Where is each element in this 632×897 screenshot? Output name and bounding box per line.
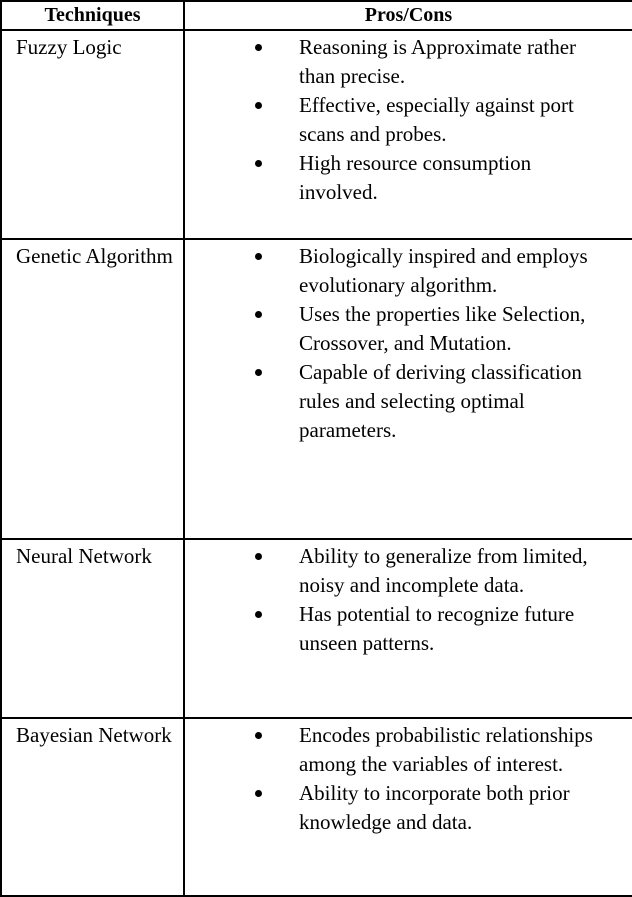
bullet-icon [255, 732, 262, 739]
points-list [185, 31, 632, 207]
list-item [185, 600, 602, 658]
header-techniques: Techniques [1, 1, 184, 30]
bullet-icon [255, 44, 262, 51]
list-item [185, 721, 602, 779]
point-text: Capable of deriving classification rules and selecting optimal parameters. [299, 360, 582, 442]
technique-name: Genetic Algorithm [1, 239, 184, 539]
table-row [1, 30, 632, 239]
header-pros-cons: Pros/Cons [184, 1, 632, 30]
technique-name: Neural Network [1, 539, 184, 718]
bullet-icon [255, 790, 262, 797]
list-item [185, 300, 602, 358]
point-text: Ability to generalize from limited, noisy and incomplete data. [299, 544, 588, 597]
point-text: Reasoning is Approximate rather than precise. [299, 35, 577, 88]
point-text: Effective, especially against port scans and probes. [299, 93, 574, 146]
points-list [185, 719, 632, 837]
table-row [1, 539, 632, 718]
list-item [185, 542, 602, 600]
point-text: Ability to incorporate both prior knowledge and data. [299, 781, 570, 834]
bullet-icon [255, 311, 262, 318]
point-text: High resource consumption involved. [299, 151, 532, 204]
point-text: Biologically inspired and employs evolutionary algorithm. [299, 244, 588, 297]
pros-cons-cell [184, 30, 632, 239]
list-item [185, 358, 602, 445]
bullet-icon [255, 253, 262, 260]
bullet-icon [255, 553, 262, 560]
table-row [1, 239, 632, 539]
table-row [1, 718, 632, 896]
list-item [185, 149, 602, 207]
points-list [185, 540, 632, 658]
points-list [185, 240, 632, 445]
point-text: Encodes probabilistic relationships among the variables of interest. [299, 723, 593, 776]
list-item [185, 242, 602, 300]
bullet-icon [255, 369, 262, 376]
bullet-icon [255, 611, 262, 618]
point-text: Has potential to recognize future unseen patterns. [299, 602, 575, 655]
bullet-icon [255, 102, 262, 109]
pros-cons-cell [184, 718, 632, 896]
technique-name: Bayesian Network [1, 718, 184, 896]
header-row [1, 1, 632, 30]
bullet-icon [255, 160, 262, 167]
pros-cons-cell [184, 239, 632, 539]
list-item [185, 33, 602, 91]
point-text: Uses the properties like Selection, Crossover, and Mutation. [299, 302, 586, 355]
technique-name: Fuzzy Logic [1, 30, 184, 239]
list-item [185, 91, 602, 149]
list-item [185, 779, 602, 837]
pros-cons-cell [184, 539, 632, 718]
